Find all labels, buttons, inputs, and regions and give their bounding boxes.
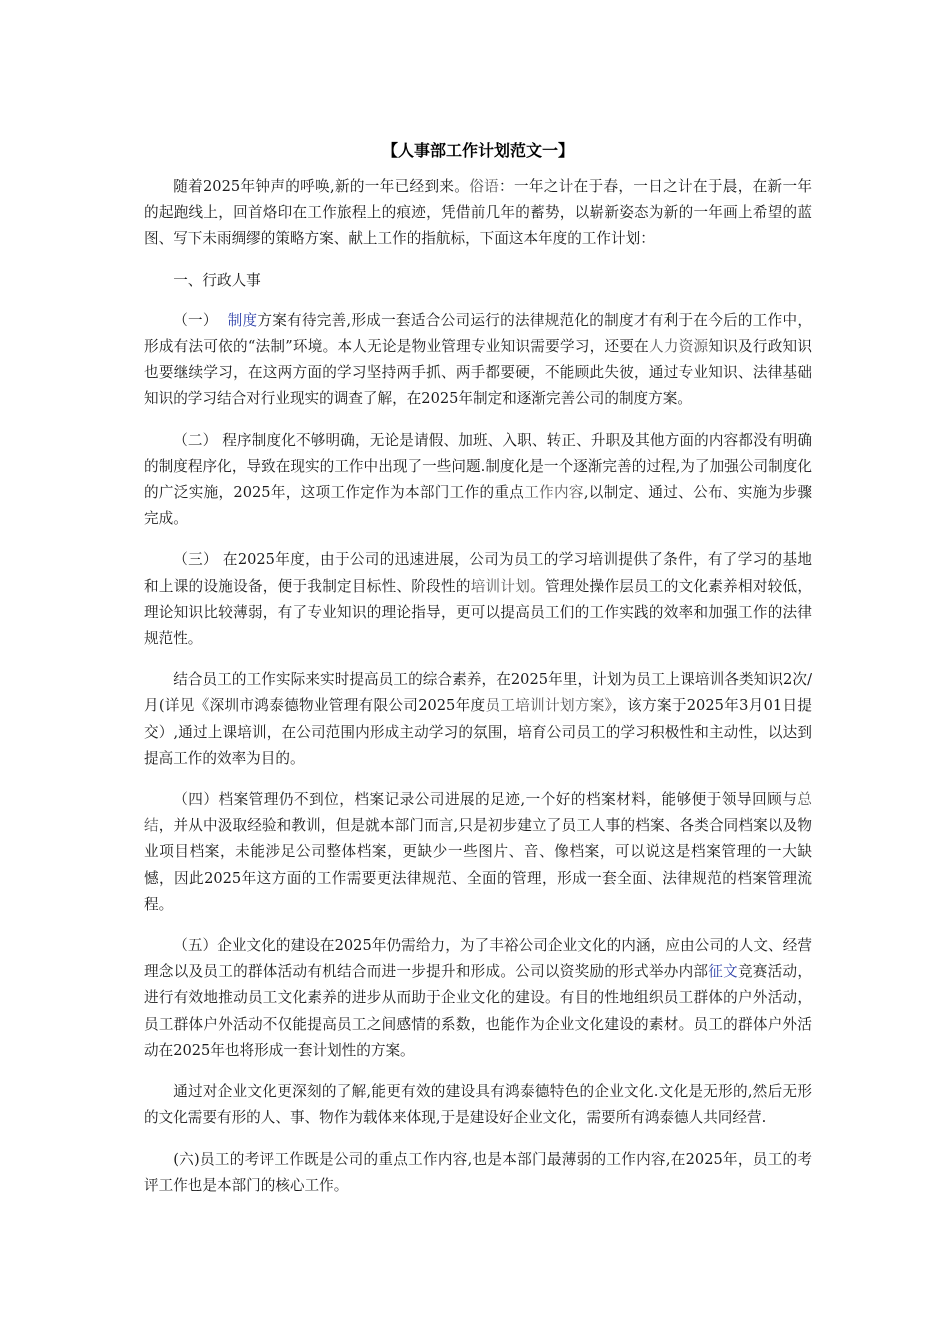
p1-text-a: （一） (173, 311, 228, 329)
link-human-resources[interactable]: 人力资源 (649, 338, 709, 356)
document-page (144, 138, 812, 1214)
paragraph-7: 通过对企业文化更深刻的了解,能更有效的建设具有鸿泰德特色的企业文化.文化是无形的,然后无形的文化需要有形的人、事、物作为载体来体现,于是建设好企业文化，需要所有鸿泰德人共同经营. (144, 1083, 812, 1127)
document-title: 【人事部工作计划范文一】 (381, 141, 574, 160)
link-training-plan[interactable]: 培训计划 (470, 577, 531, 595)
paragraph-1 (144, 308, 812, 413)
p6-text-a: （五）企业文化的建设在2025年仍需给力，为了丰裕公司企业文化的内涵，应由公司的人文、经营理念以及员工的群体活动有机结合而进一步提升和形成。公司以资奖励的形式举办内部 (144, 937, 812, 981)
p1-text-b: 方案有待完善,形成一套适合公司运行的法律规范化的制度才有利于在今后的工作中，形成有法可依的“法制”环境。本人无论是物业管理专业知识需要学习，还要在 (144, 311, 812, 356)
paragraph-6 (144, 933, 812, 1064)
link-work-content[interactable]: 工作内容 (524, 484, 584, 502)
intro-text-a: 随着2025年钟声的呼唤,新的一年已经到来。 (173, 178, 470, 195)
link-summary[interactable]: 总结 (144, 791, 812, 835)
p6-text-b: 竞赛活动，进行有效地推动员工文化素养的进步从而助于企业文化的建设。有目的性地组织员工群体的户外活动，员工群体户外活动不仅能提高员工之间感情的系数，也能作为企业文化建设的素材。员工的群体户外活动在2025年也将形成一套计划性的方案。 (144, 963, 812, 1059)
p5-text-b: ，并从中汲取经验和教训，但是就本部门而言,只是初步建立了员工人事的档案、各类合同档案以及物业项目档案，未能涉足公司整体档案，更缺少一些图片、音、像档案，可以说这是档案管理的一大缺憾，因此2025年这方面的工作需要更法律规范、全面的管理，形成一套全面、法律规范的档案管理流程。 (144, 817, 812, 913)
paragraph-3 (144, 547, 812, 652)
p5-text-a: （四）档案管理仍不到位，档案记录公司进展的足迹,一个好的档案材料，能够便于领导回顾与 (173, 791, 798, 809)
link-system[interactable]: 制度 (227, 311, 258, 329)
paragraph-4 (144, 667, 812, 772)
link-employee-training-plan[interactable]: 员工培训计划方案 (485, 697, 605, 715)
paragraph-intro (144, 174, 812, 253)
p4-text-b: 》，该方案于2025年3月01日提交）,通过上课培训，在公司范围内形成主动学习的氛围，培育公司员工的学习积极性和主动性，以达到提高工作的效率为目的。 (144, 697, 812, 767)
p2-text-a: （二） 程序制度化不够明确，无论是请假、加班、入职、转正、升职及其他方面的内容都没有明确的制度程序化，导致在现实的工作中出现了一些问题.制度化是一个逐渐完善的过程,为了加强公司制度化的广泛实施，2025年，这项工作定作为本部门工作的重点 (144, 431, 812, 502)
intro-text-b: ：一年之计在于春，一日之计在于晨，在新一年的起跑线上，回首烙印在工作旅程上的痕迹，凭借前几年的蓄势，以崭新姿态为新的一年画上希望的蓝图、写下未雨绸缪的策略方案、献上工作的指航标，下面这本年度的工作计划： (144, 178, 812, 248)
link-proverb[interactable]: 俗语 (469, 178, 500, 195)
p3-text-b: 。管理处操作层员工的文化素养相对较低，理论知识比较薄弱，有了专业知识的理论指导，更可以提高员工们的工作实践的效率和加强工作的法律规范性。 (144, 577, 812, 648)
paragraph-8: (六)员工的考评工作既是公司的重点工作内容,也是本部门最薄弱的工作内容,在2025年，员工的考评工作也是本部门的核心工作。 (144, 1150, 812, 1194)
section-heading-admin-hr: 一、行政人事 (173, 271, 261, 289)
p2-text-b: ,以制定、通过、公布、实施为步骤完成。 (144, 484, 812, 528)
link-essay[interactable]: 征文 (708, 963, 738, 981)
paragraph-5 (144, 787, 812, 918)
paragraph-2 (144, 428, 812, 533)
p4-text-a: 结合员工的工作实际来实时提高员工的综合素养，在2025年里，计划为员工上课培训各类知识2次/月(详见《深圳市鸿泰德物业管理有限公司2025年度 (144, 671, 812, 715)
p3-text-a: （三） 在2025年度，由于公司的迅速进展，公司为员工的学习培训提供了条件，有了学习的基地和上课的设施设备，便于我制定目标性、阶段性的 (144, 551, 812, 595)
p1-text-c: 知识及行政知识也要继续学习，在这两方面的学习坚持两手抓、两手都要硬，不能顾此失彼，通过专业知识、法律基础知识的学习结合对行业现实的调查了解，在2025年制定和逐渐完善公司的制度方案。 (144, 338, 812, 408)
